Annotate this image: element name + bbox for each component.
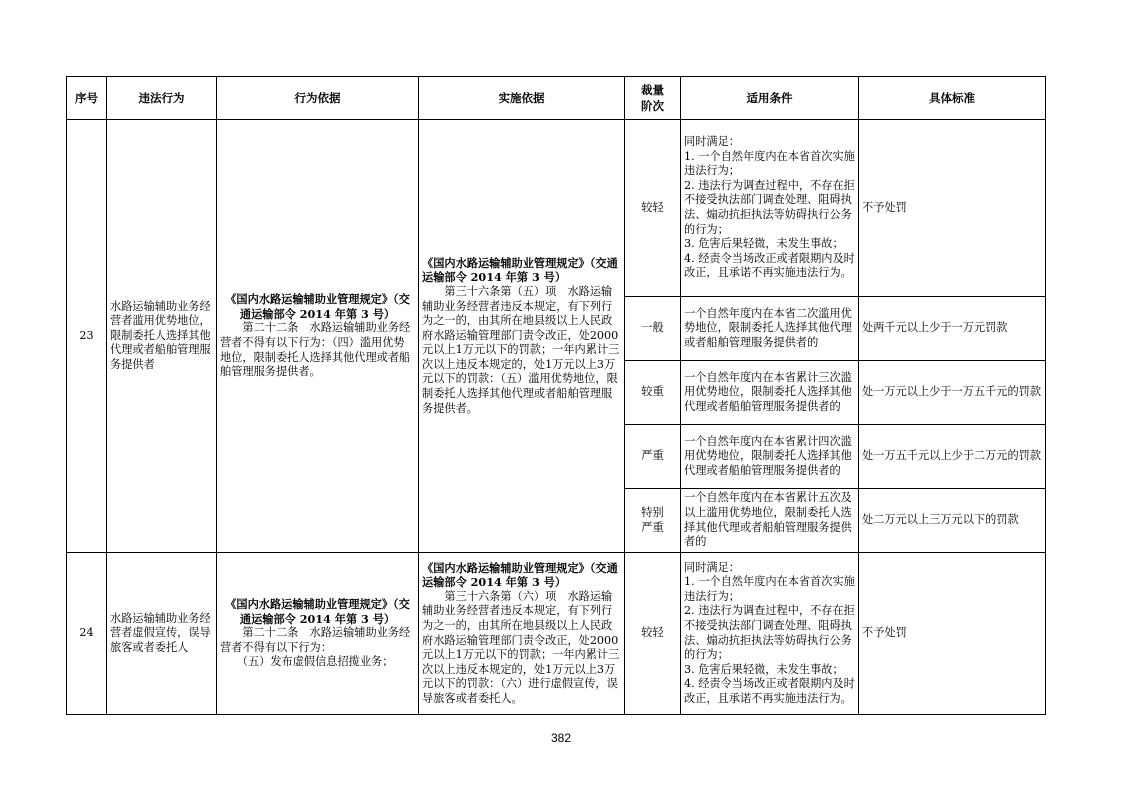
impl-text: 第三十六条第（五）项 水路运输辅助业务经营者违反本规定，有下列行为之一的，由其所在地县级以上人民政府水路运输管理部门责令改正，处2000 元以上1万元以下的罚款；一年内累计三次以上违反本规定的，处1万元以上3万元以下的罚款：（五）滥用优势地位，限制委托人选择其他代理或者船舶管理服务提供者。 — [422, 284, 620, 415]
basis-cell — [217, 553, 419, 715]
condition-cell — [681, 553, 859, 715]
impl-title: 《国内水路运输辅助业管理规定》（交通运输部令 2014 年第 3 号） — [422, 560, 618, 590]
condition-line: 4. 经责令当场改正或者限期内及时改正，且承诺不再实施违法行为。 — [684, 677, 855, 705]
standard-cell: 处一万五千元以上少于二万元的罚款 — [859, 425, 1046, 489]
header-impl: 实施依据 — [419, 77, 625, 120]
level-cell: 较重 — [625, 361, 681, 425]
impl-text: 第三十六条第（六）项 水路运输辅助业务经营者违反本规定，有下列行为之一的，由其所在地县级以上人民政府水路运输管理部门责令改正，处2000 元以上1万元以下的罚款；一年内累计三次以上违反本规定的，处1万元以上3万元以下的罚款：（六）进行虚假宣传，误导旅客或者委托人。 — [422, 589, 620, 705]
seq-cell: 23 — [67, 120, 107, 553]
header-violation: 违法行为 — [107, 77, 217, 120]
level-cell: 较轻 — [625, 120, 681, 297]
header-basis: 行为依据 — [217, 77, 419, 120]
basis-text: （五）发布虚假信息招揽业务； — [236, 655, 394, 669]
condition-cell: 一个自然年度内在本省累计三次滥用优势地位，限制委托人选择其他代理或者船舶管理服务提供者的 — [681, 361, 859, 425]
condition-line: 同时满足： — [684, 560, 740, 574]
basis-title: 《国内水路运输辅助业管理规定》（交通运输部令 2014 年第 3 号） — [225, 292, 410, 321]
basis-text: 第二十二条 水路运输辅助业务经营者不得有以下行为：（四）滥用优势地位，限制委托人选择其他代理或者船舶管理服务提供者。 — [220, 321, 411, 379]
condition-cell: 一个自然年度内在本省累计五次及以上滥用优势地位，限制委托人选择其他代理或者船舶管理服务提供者的 — [681, 489, 859, 553]
standard-cell: 处一万元以上少于一万五千元的罚款 — [859, 361, 1046, 425]
condition-line: 3. 危害后果轻微，未发生事故； — [684, 237, 844, 251]
impl-cell — [419, 120, 625, 553]
seq-cell: 24 — [67, 553, 107, 715]
condition-line: 1. 一个自然年度内在本省首次实施违法行为； — [684, 149, 855, 178]
condition-line: 1. 一个自然年度内在本省首次实施违法行为； — [684, 575, 855, 603]
condition-line: 3. 危害后果轻微，未发生事故； — [684, 662, 844, 676]
standard-cell: 处二万元以上三万元以下的罚款 — [859, 489, 1046, 553]
header-standard: 具体标准 — [859, 77, 1046, 120]
header-level: 裁量 阶次 — [625, 77, 681, 120]
standard-cell: 不予处罚 — [859, 553, 1046, 715]
condition-cell — [681, 120, 859, 297]
condition-cell: 一个自然年度内在本省二次滥用优势地位，限制委托人选择其他代理或者船舶管理服务提供者的 — [681, 297, 859, 361]
impl-title: 《国内水路运输辅助业管理规定》（交通运输部令 2014 年第 3 号） — [422, 255, 618, 285]
condition-line: 同时满足： — [684, 135, 740, 149]
condition-line: 4. 经责令当场改正或者限期内及时改正，且承诺不再实施违法行为。 — [684, 251, 855, 280]
impl-cell — [419, 553, 625, 715]
basis-cell — [217, 120, 419, 553]
table-row — [67, 120, 1046, 297]
page-number: 382 — [550, 731, 572, 745]
violation-cell: 水路运输辅助业务经营者虚假宣传，误导旅客或者委托人 — [107, 553, 217, 715]
standard-cell: 不予处罚 — [859, 120, 1046, 297]
violation-cell: 水路运输辅助业务经营者滥用优势地位，限制委托人选择其他代理或者船舶管理服务提供者 — [107, 120, 217, 553]
header-seq: 序号 — [67, 77, 107, 120]
header-condition: 适用条件 — [681, 77, 859, 120]
condition-line: 2. 违法行为调查过程中，不存在拒不接受执法部门调查处理、阻碍执法、煽动抗拒执法等妨碍执行公务的行为； — [684, 604, 855, 662]
table-row — [67, 553, 1046, 715]
level-cell: 严重 — [625, 425, 681, 489]
header-row — [67, 77, 1046, 120]
basis-text: 第二十二条 水路运输辅助业务经营者不得有以下行为： — [220, 626, 411, 654]
level-cell: 较轻 — [625, 553, 681, 715]
penalty-discretion-table — [66, 76, 1046, 715]
level-cell: 特别 严重 — [625, 489, 681, 553]
standard-cell: 处两千元以上少于一万元罚款 — [859, 297, 1046, 361]
level-cell: 一般 — [625, 297, 681, 361]
condition-line: 2. 违法行为调查过程中，不存在拒不接受执法部门调查处理、阻碍执法、煽动抗拒执法等妨碍执行公务的行为； — [684, 178, 855, 236]
basis-title: 《国内水路运输辅助业管理规定》（交通运输部令 2014 年第 3 号） — [225, 597, 410, 626]
condition-cell: 一个自然年度内在本省累计四次滥用优势地位，限制委托人选择其他代理或者船舶管理服务提供者的 — [681, 425, 859, 489]
